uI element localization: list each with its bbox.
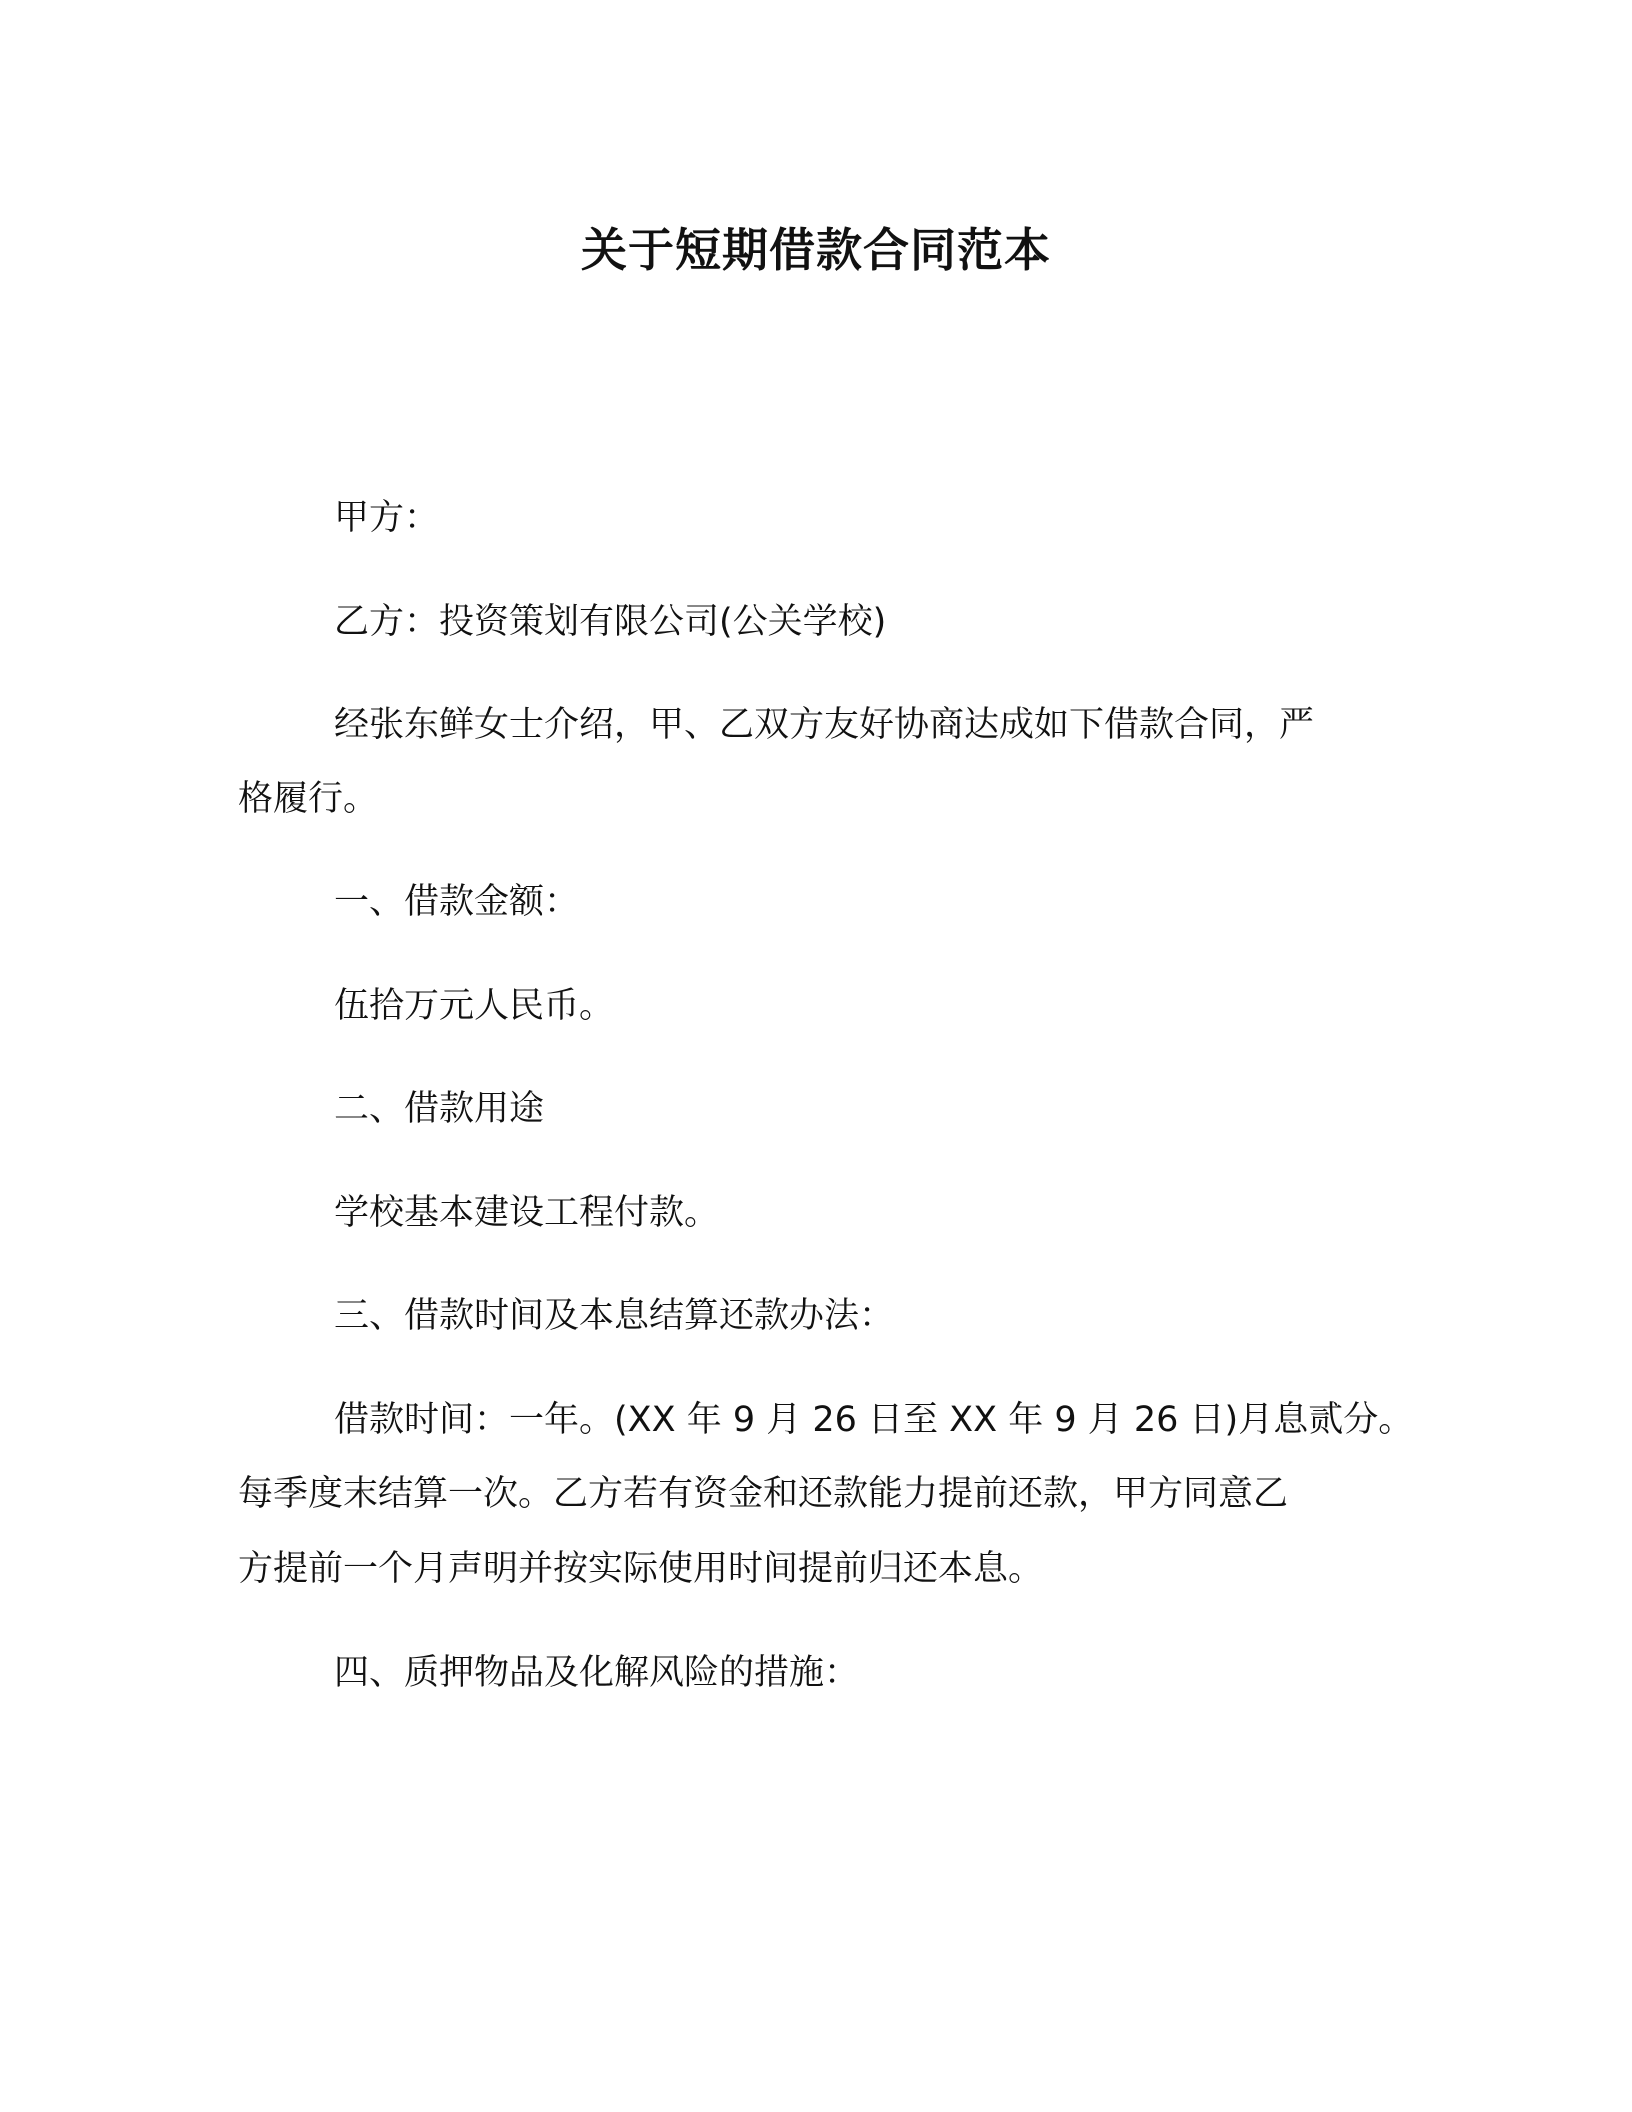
intro-line-2: 格履行。	[238, 779, 379, 819]
section-3-line-2: 每季度末结算一次。乙方若有资金和还款能力提前还款，甲方同意乙	[238, 1474, 1289, 1514]
section-3-heading: 三、借款时间及本息结算还款办法：	[334, 1296, 895, 1336]
section-4-heading: 四、质押物品及化解风险的措施：	[334, 1653, 860, 1693]
party-a-line: 甲方：	[334, 498, 440, 538]
section-3-line-1: 借款时间：一年。(XX 年 9 月 26 日至 XX 年 9 月 26 日)月息贰分。	[334, 1400, 1414, 1440]
document-title: 关于短期借款合同范本	[581, 223, 1051, 277]
section-1-heading: 一、借款金额：	[334, 882, 580, 922]
section-2-heading: 二、借款用途	[334, 1089, 545, 1129]
section-3-line-3: 方提前一个月声明并按实际使用时间提前归还本息。	[238, 1549, 1044, 1589]
intro-line-1: 经张东鲜女士介绍，甲、乙双方友好协商达成如下借款合同，严	[334, 705, 1315, 745]
section-2-body: 学校基本建设工程付款。	[334, 1193, 720, 1233]
section-1-body: 伍拾万元人民币。	[334, 986, 615, 1026]
party-b-line: 乙方：投资策划有限公司(公关学校)	[334, 602, 887, 642]
